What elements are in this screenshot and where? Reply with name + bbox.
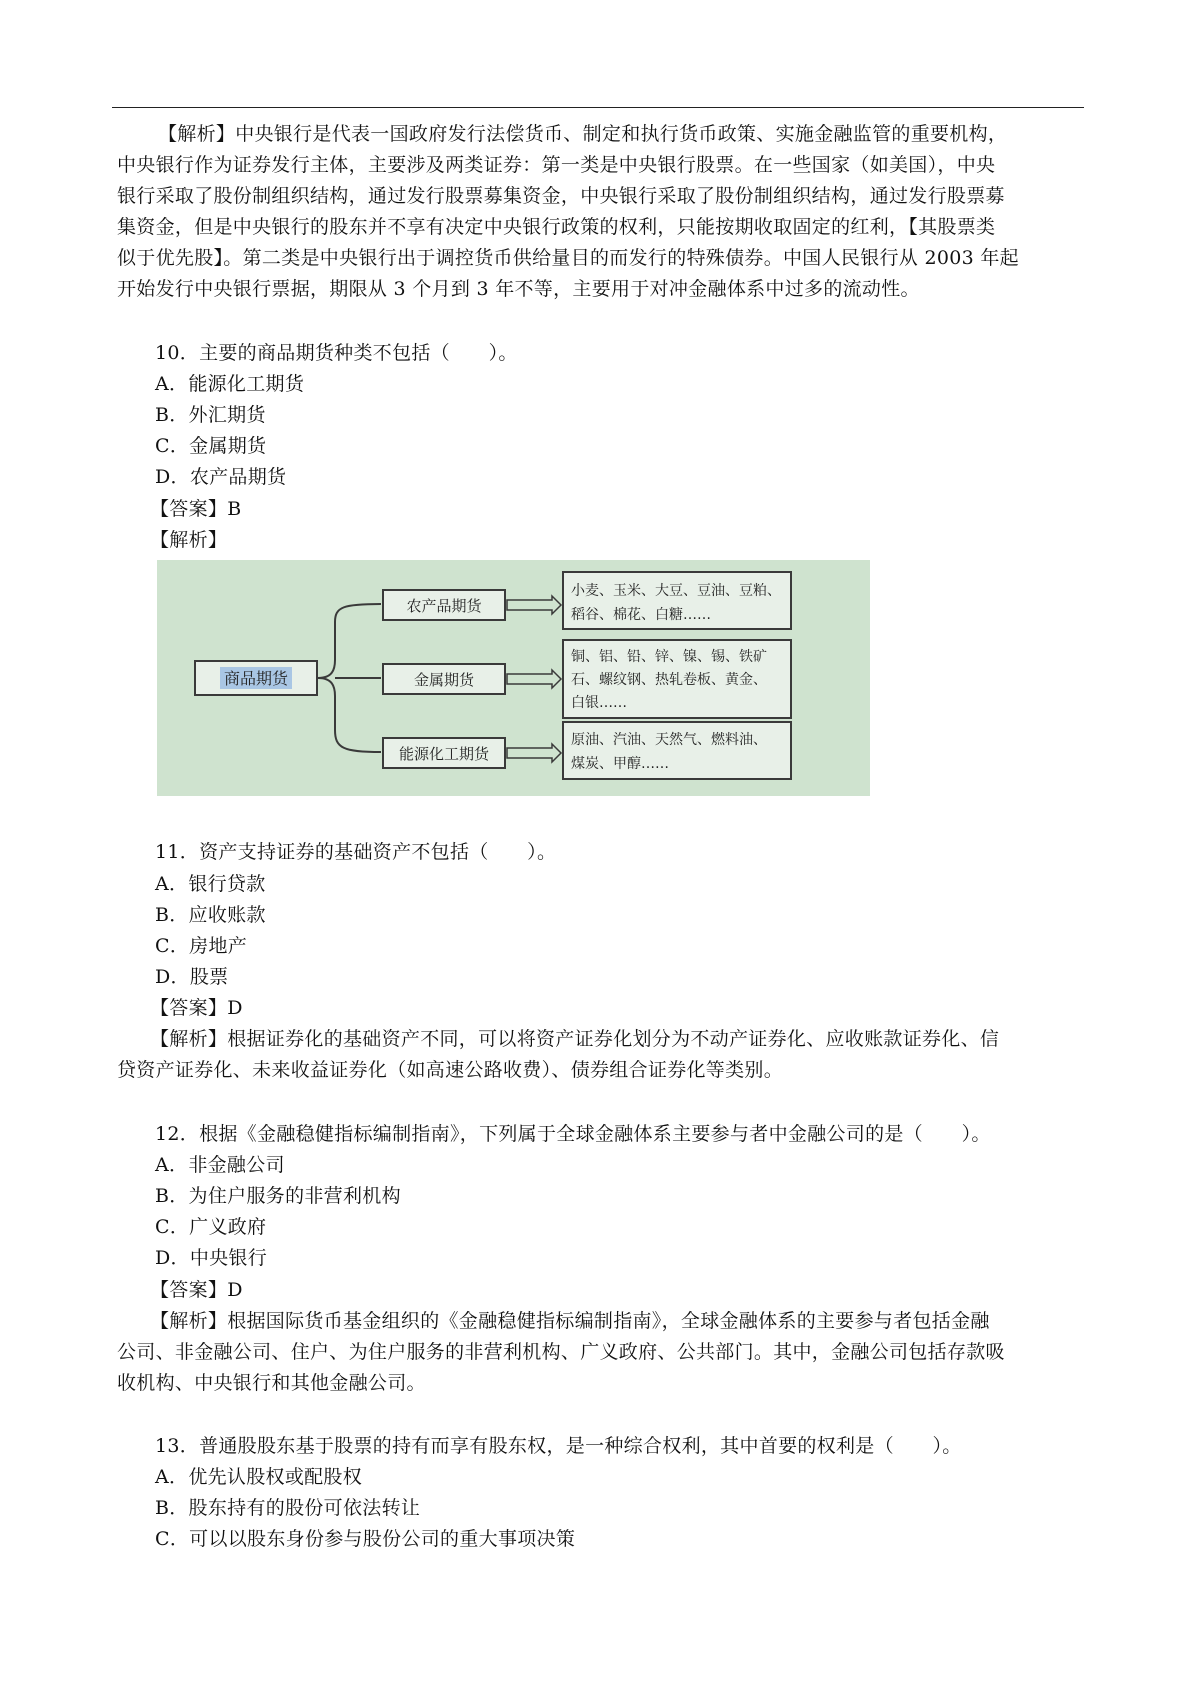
- q9-analysis-line: 集资金，但是中央银行的股东并不享有决定中央银行政策的权利，只能按期收取固定的红利，【其股票类: [117, 216, 996, 238]
- q13-option-b: B．股东持有的股份可依法转让: [155, 1497, 421, 1519]
- q13-option-c: C．可以以股东身份参与股份公司的重大事项决策: [155, 1528, 576, 1550]
- q11-option-c: C．房地产: [155, 935, 248, 957]
- diagram-root-label: 商品期货: [223, 669, 289, 688]
- q11-analysis-line: 贷资产证券化、未来收益证券化（如高速公路收费）、债券组合证券化等类别。: [117, 1059, 784, 1081]
- diagram-branch-label: 农产品期货: [406, 597, 482, 615]
- q9-analysis-line: 中央银行作为证券发行主体，主要涉及两类证券：第一类是中央银行股票。在一些国家（如美国），中央: [117, 154, 996, 176]
- commodity-futures-diagram: [157, 560, 870, 796]
- diagram-detail-line: 石、螺纹钢、热轧卷板、黄金、: [571, 672, 767, 688]
- diagram-detail-line: 白银……: [571, 695, 627, 711]
- diagram-detail-line: 小麦、玉米、大豆、豆油、豆粕、: [571, 583, 781, 599]
- q9-analysis-line: 似于优先股】。第二类是中央银行出于调控货币供给量目的而发行的特殊债券。中国人民银行从 2003 年起: [117, 247, 1019, 269]
- q9-analysis-line: 开始发行中央银行票据，期限从 3 个月到 3 年不等，主要用于对冲金融体系中过多的流动性。: [117, 278, 920, 300]
- q12-answer: 【答案】D: [150, 1279, 243, 1301]
- q10-option-c: C．金属期货: [155, 435, 267, 457]
- diagram-branch-label: 金属期货: [413, 671, 475, 689]
- diagram-branch-label: 能源化工期货: [398, 745, 490, 763]
- q13-question: 13．普通股股东基于股票的持有而享有股东权，是一种综合权利，其中首要的权利是（ ）。: [155, 1435, 962, 1457]
- q12-question: 12．根据《金融稳健指标编制指南》，下列属于全球金融体系主要参与者中金融公司的是（ ）。: [155, 1123, 991, 1145]
- q9-analysis-line: 银行采取了股份制组织结构，通过发行股票募集资金，中央银行采取了股份制组织结构，通过发行股票募: [117, 185, 1005, 207]
- q11-option-b: B．应收账款: [155, 904, 266, 926]
- q12-option-a: A．非金融公司: [155, 1154, 285, 1176]
- q12-option-b: B．为住户服务的非营利机构: [155, 1185, 401, 1207]
- diagram-detail-line: 煤炭、甲醇……: [571, 756, 669, 772]
- q12-analysis-line: 【解析】根据国际货币基金组织的《金融稳健指标编制指南》，全球金融体系的主要参与者包括金融: [150, 1310, 990, 1332]
- q10-analysis-label: 【解析】: [150, 529, 228, 551]
- q10-option-a: A．能源化工期货: [155, 373, 305, 395]
- q10-option-d: D．农产品期货: [155, 466, 287, 488]
- q10-option-b: B．外汇期货: [155, 404, 266, 426]
- diagram-detail-line: 稻谷、棉花、白糖……: [571, 607, 711, 623]
- q10-question: 10．主要的商品期货种类不包括（ ）。: [155, 342, 518, 364]
- diagram-detail-line: 原油、汽油、天然气、燃料油、: [571, 732, 767, 748]
- q11-option-d: D．股票: [155, 966, 229, 988]
- diagram-detail-line: 铜、铝、铅、锌、镍、锡、铁矿: [571, 649, 767, 665]
- header-rule: [112, 107, 1084, 108]
- q10-answer: 【答案】B: [150, 498, 242, 520]
- q13-option-a: A．优先认股权或配股权: [155, 1466, 363, 1488]
- q12-analysis-line: 收机构、中央银行和其他金融公司。: [117, 1372, 426, 1394]
- q12-option-c: C．广义政府: [155, 1216, 267, 1238]
- q12-analysis-line: 公司、非金融公司、住户、为住户服务的非营利机构、广义政府、公共部门。其中，金融公司包括存款吸: [117, 1341, 1005, 1363]
- q11-option-a: A．银行贷款: [155, 873, 266, 895]
- q11-question: 11．资产支持证券的基础资产不包括（ ）。: [155, 841, 557, 863]
- q11-answer: 【答案】D: [150, 997, 243, 1019]
- q9-analysis-line: 【解析】中央银行是代表一国政府发行法偿货币、制定和执行货币政策、实施金融监管的重要机构，: [158, 123, 1008, 145]
- q11-analysis-line: 【解析】根据证券化的基础资产不同，可以将资产证券化划分为不动产证券化、应收账款证券化、信: [150, 1028, 1000, 1050]
- q12-option-d: D．中央银行: [155, 1247, 268, 1269]
